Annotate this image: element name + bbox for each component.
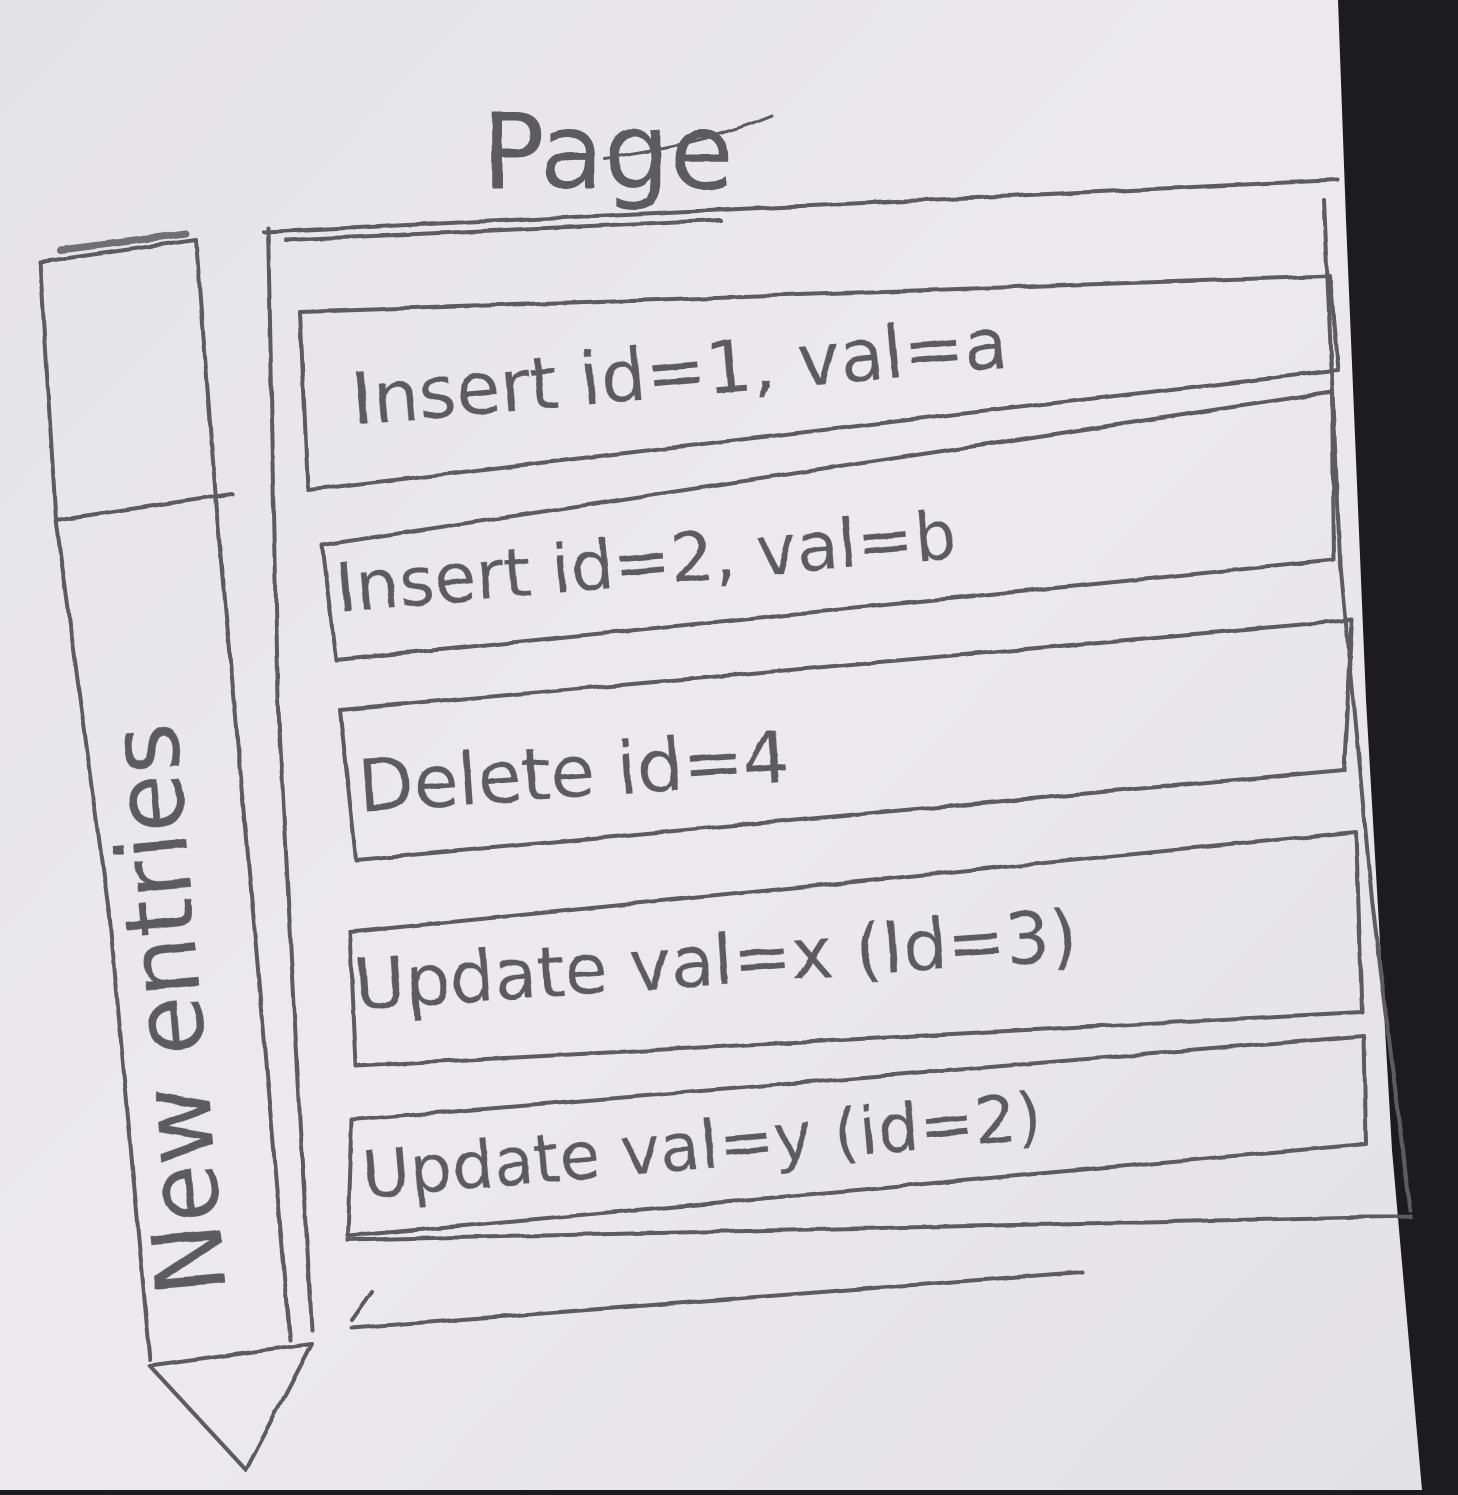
entry-label: Delete id=4 [355,715,792,829]
entry-label: Insert id=1, val=a [348,300,1012,442]
entry-label: Update val=y (id=2) [358,1077,1046,1214]
arrow-label: New entries [87,719,249,1300]
page-title: Page [482,91,734,213]
entry-label: Update val=x (Id=3) [351,894,1081,1027]
entry-label: Insert id=2, val=b [332,495,961,629]
